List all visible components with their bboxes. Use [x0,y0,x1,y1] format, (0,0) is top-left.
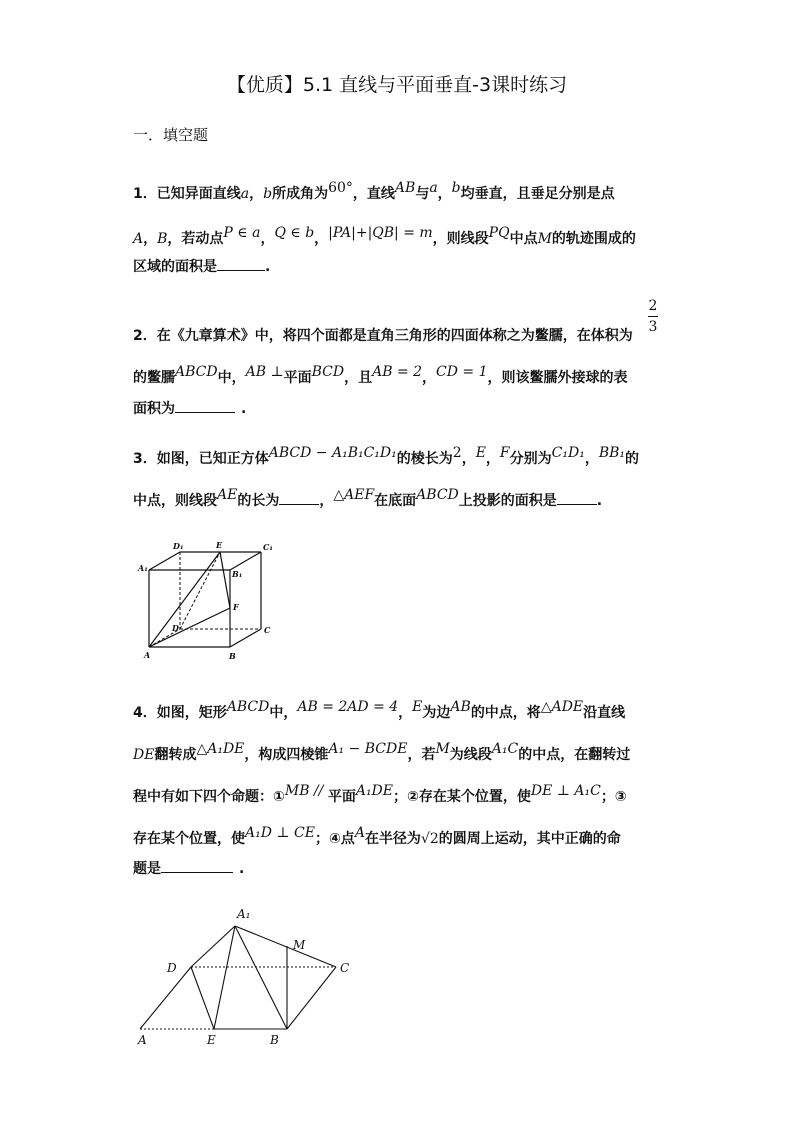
fraction-two-thirds [648,298,658,335]
q1-text: 中点 [509,231,538,247]
cube-figure [130,540,290,670]
section-heading: 一．填空题 [133,126,209,144]
q4-text: 翻转成 [154,747,197,763]
q3-text: 分别为 [509,451,552,467]
math-bb1: BB₁ [598,445,626,461]
q2-text: 面积为 [133,401,175,417]
answer-blank[interactable] [557,503,597,505]
segment-af [149,608,230,647]
label-d1: D₁ [173,541,184,551]
math-b: b [451,180,461,196]
answer-blank[interactable] [175,411,235,413]
q4-line-2 [133,741,631,764]
q1-text: ， [437,186,452,202]
math-m: M [435,741,450,757]
math-a: a [429,180,438,196]
q1-text: 与 [415,186,430,202]
q3-text: ， [319,493,334,509]
q3-text: 3．如图，已知正方体 [133,451,269,467]
label-e: E [216,540,223,550]
q2-text: 的鳖臑 [133,370,175,386]
q3-line-2 [133,487,603,510]
q4-text: 题是 [133,861,161,877]
math-triangle-a1de: △A₁DE [196,741,245,757]
math-mb-parallel: MB // [284,783,328,799]
q3-text: 在底面 [374,493,417,509]
math-pq: PQ [488,225,510,241]
edge-a1d1 [149,552,180,570]
q2-line-1: 2．在《九章算术》中，将四个面都是直角三角形的四面体称之为鳖臑，在体积为 [133,328,633,344]
math-bcd: BCD [311,364,345,380]
math-f: F [499,445,510,461]
math-a: A [354,825,365,841]
q4-text: 沿直线 [583,705,626,721]
edge-ad [140,967,191,1029]
q1-text: 所成角为 [272,186,329,202]
q4-text: ；③ [600,789,627,805]
label-b1: B₁ [232,569,243,579]
math-de: DE [133,747,155,763]
label-a1: A₁ [138,563,148,573]
math-b: b [263,186,273,202]
q2-text: ，则该鳖臑外接球的表 [487,370,628,386]
math-two: 2 [452,445,462,461]
q4-text: 平面 [327,789,356,805]
edge-de [191,967,214,1029]
label-d: D [167,961,177,975]
q4-text: 4．如图，矩形 [133,705,227,721]
label-b: B [229,651,236,661]
q4-line-1 [133,699,626,722]
math-pyramid: A₁ − BCDE [328,741,408,757]
q4-text: . [239,861,245,877]
q2-text: . [241,401,247,417]
math-angle: 60° [328,180,353,196]
q3-text: . [596,493,603,509]
math-cd-eq: CD = 1 [436,364,488,380]
q1-text: ， [143,231,158,247]
edge-a1b [235,926,287,1029]
q2-text: ，且 [344,370,373,386]
q1-line-1 [133,180,615,203]
edge-bc [287,967,336,1029]
q1-text: ， [260,231,275,247]
math-e: E [475,445,486,461]
label-c1: C₁ [263,542,273,552]
label-f: F [233,602,239,612]
math-a1d-perp: A₁D ⊥ CE [245,825,315,841]
q4-text: ；④点 [314,831,355,847]
answer-blank[interactable] [279,503,319,505]
math-sqrt2: √2 [420,831,439,847]
answer-blank[interactable] [217,269,265,271]
fraction-numerator: 2 [648,298,658,314]
q2-text: 平面 [283,370,312,386]
page-title: 【优质】5.1 直线与平面垂直-3课时练习 [226,74,568,96]
math-cube: ABCD − A₁B₁C₁D₁ [268,445,397,461]
math-ab: AB [450,699,471,715]
q1-line-3 [133,256,270,276]
q4-text: 在半径为 [364,831,421,847]
math-ab-eq: AB = 2AD = 4 [297,699,399,715]
edge-b1c1 [230,552,261,570]
q4-text: 为边 [422,705,451,721]
q3-text: ， [461,451,476,467]
q3-text: 中点，则线段 [133,493,217,509]
q1-text: ， [314,231,329,247]
q1-text: 均垂直，且垂足分别是点 [460,186,615,202]
answer-blank[interactable] [161,871,233,873]
math-a1c: A₁C [491,741,519,757]
segment-ef [220,552,230,608]
label-a: A [138,1033,147,1047]
math-ab-eq: AB = 2 [372,364,423,380]
math-e: E [412,699,423,715]
q1-text: 1．已知异面直线 [133,186,241,202]
label-m: M [293,938,306,952]
q4-text: ，若 [407,747,436,763]
q1-text: ，若动点 [167,231,224,247]
math-ae: AE [217,487,238,503]
q1-text: 区域的面积是 [133,259,217,275]
q3-text: 的长为 [237,493,280,509]
q3-text: 的棱长为 [396,451,453,467]
q1-text: 的轨迹围成的 [551,231,636,247]
math-abcd: ABCD [226,699,270,715]
q4-line-5 [133,858,244,878]
label-d: D [172,623,179,633]
math-sum: |PA|+|QB| = m [328,225,433,241]
q3-line-1 [133,445,640,468]
fraction-denominator: 3 [648,319,658,335]
q4-text: 的中点，在翻转过 [518,747,631,763]
math-a-point: A [133,231,144,247]
label-a1: A₁ [237,907,251,921]
math-ab-perp: AB ⊥ [245,364,284,380]
q1-line-2 [133,225,636,248]
segment-ae [149,552,220,647]
edge-de-hidden [180,552,220,629]
math-m: M [537,231,552,247]
q4-text: ；②存在某个位置，使 [393,789,531,805]
q2-line-2 [133,364,628,387]
label-e: E [207,1033,216,1047]
math-b-point: B [157,231,168,247]
q4-text: 中， [269,705,298,721]
label-c: C [340,961,350,975]
q4-text: 存在某个位置，使 [133,831,245,847]
math-abcd: ABCD [416,487,459,503]
math-triangle-ade: △ADE [540,699,584,715]
math-q-in-b: Q ∈ b [274,225,315,241]
math-p-in-a: P ∈ a [223,225,261,241]
math-a1de: A₁DE [355,783,393,799]
q4-text: ， [398,705,413,721]
q4-line-3 [133,783,627,806]
label-a: A [144,650,151,660]
q3-text: ， [584,451,599,467]
label-c: C [264,625,271,635]
q4-text: 为线段 [449,747,492,763]
q1-text: ，则线段 [432,231,489,247]
q4-text: ，构成四棱锥 [244,747,329,763]
pyramid-figure [130,902,370,1052]
math-c1d1: C₁D₁ [551,445,585,461]
edge-bc [230,629,261,647]
fraction-bar [648,316,658,317]
q3-text: 的 [625,451,640,467]
edge-a1c [235,926,336,967]
q3-text: 上投影的面积是 [458,493,557,509]
q1-text: . [265,259,271,275]
q3-text: ， [485,451,500,467]
q1-text: ， [249,186,264,202]
label-b: B [270,1033,279,1047]
math-a: a [240,186,250,202]
q4-text: 的圆周上运动，其中正确的命 [438,831,621,847]
q1-text: ，直线 [352,186,395,202]
math-ab: AB [394,180,416,196]
q2-text: 中， [217,370,246,386]
q2-line-3 [133,398,246,418]
q4-text: 的中点，将 [470,705,541,721]
math-abcd: ABCD [175,364,218,380]
q4-text: 程中有如下四个命题：① [133,789,285,805]
edge-a1e [214,926,235,1029]
q2-text: ， [422,370,437,386]
math-de-perp: DE ⊥ A₁C [530,783,601,799]
math-aef: △AEF [333,487,375,503]
q4-line-4 [133,825,621,848]
